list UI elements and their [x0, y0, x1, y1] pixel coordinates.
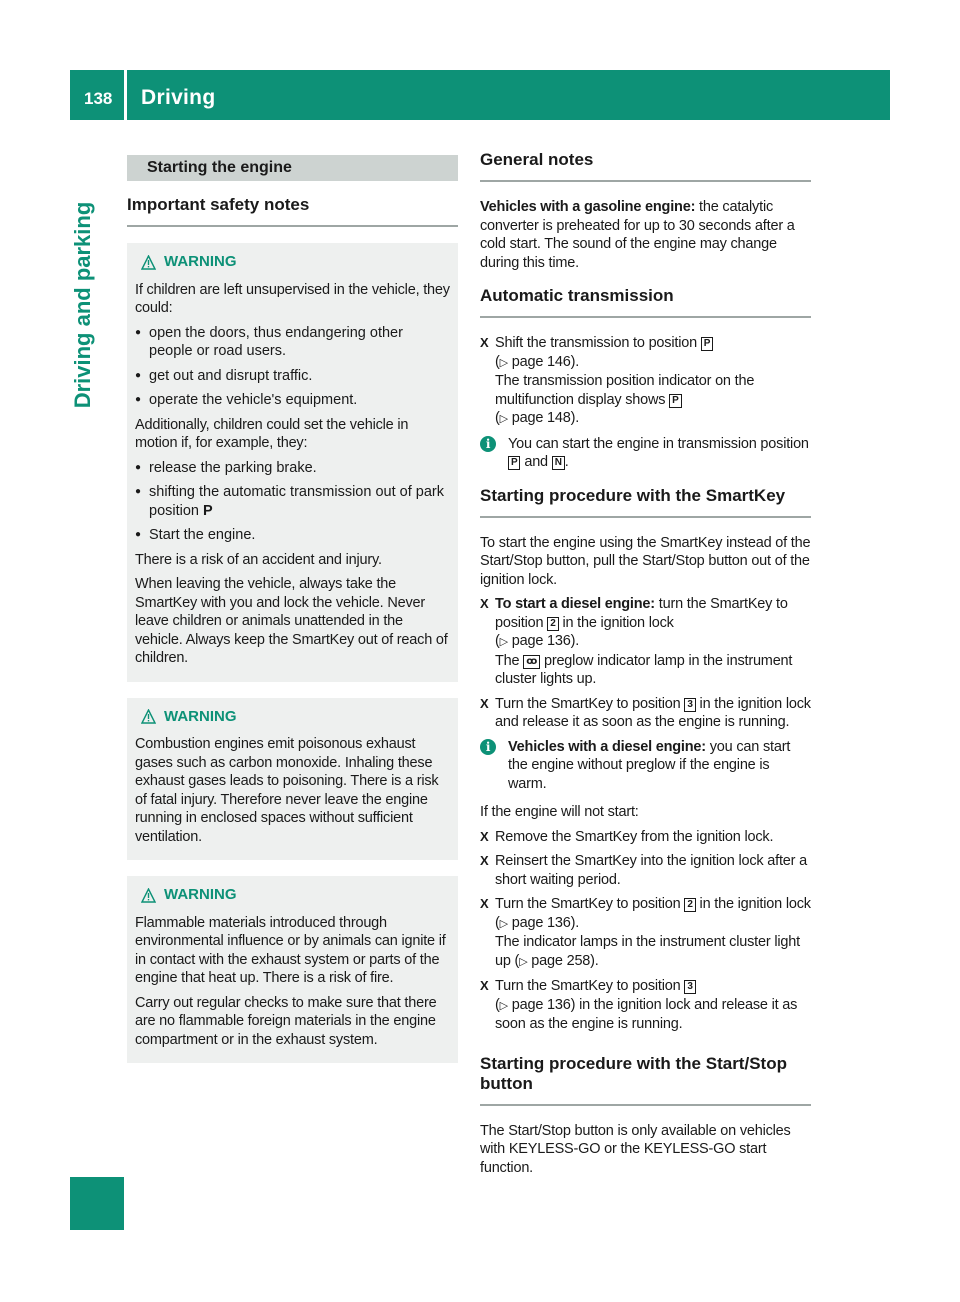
warning-text: Flammable materials introduced through environmental influence or by animals can ignite if in contact with the exhaust system or parts of the engine that heat up. There is a risk of fire. [135, 914, 446, 986]
page-ref-arrow-icon: ▷ [499, 917, 508, 930]
warning-header: WARNING [135, 253, 450, 272]
list-item: ● open the doors, thus endangering other people or road users. [135, 324, 450, 361]
warning-text: Combustion engines emit poisonous exhaust gases such as carbon monoxide. Inhaling these exhaust gases leads to poisoning. There is a risk of fatal injury. Therefore never leave the engine running in enclosed spaces without sufficient ventilation. [135, 736, 439, 845]
instruction-step: X To start a diesel engine: turn the SmartKey to position 2 in the ignition lock (▷ page 136). The ꝏ preglow indicator lamp in the instrument cluster lights up. [480, 595, 811, 689]
heading-automatic-transmission: Automatic transmission [480, 286, 811, 318]
page-ref-arrow-icon: ▷ [499, 636, 508, 648]
info-note: i You can start the engine in transmission position P and N . [480, 435, 811, 472]
paragraph: Vehicles with a gasoline engine: the catalytic converter is preheated for up to 30 seconds after a cold start. The sound of the engine may change during this time. [480, 199, 795, 271]
bullet-list [135, 324, 450, 410]
side-tab-label: Driving and parking [70, 201, 95, 409]
heading-safety-notes: Important safety notes [127, 195, 458, 227]
page-ref-arrow-icon: ▷ [519, 955, 528, 968]
warning-box-children [127, 243, 458, 682]
warning-text: If children are left unsupervised in the vehicle, they could: [135, 281, 450, 316]
warning-icon [141, 709, 156, 724]
position-2-symbol: 2 [684, 898, 695, 912]
warning-header: WARNING [135, 886, 450, 905]
position-3-symbol: 3 [684, 980, 695, 994]
heading-smartkey: Starting procedure with the SmartKey [480, 486, 811, 518]
preglow-icon: ꝏ [523, 655, 540, 669]
paragraph: The Start/Stop button is only available on vehicles with KEYLESS-GO or the KEYLESS-GO start function. [480, 1122, 791, 1176]
list-item: ● get out and disrupt traffic. [135, 367, 450, 386]
info-icon: i [480, 436, 496, 452]
warning-text: There is a risk of an accident and injury. [135, 551, 382, 568]
warning-box-fire [127, 876, 458, 1063]
header-divider [124, 70, 127, 120]
instruction-step: X Remove the SmartKey from the ignition lock. [480, 828, 811, 847]
left-column [127, 155, 458, 1079]
warning-icon [141, 255, 156, 270]
info-note: i Vehicles with a diesel engine: you can start the engine without preglow if the engine is warm. [480, 738, 811, 794]
side-block [70, 1177, 124, 1230]
position-p-symbol: P [669, 394, 681, 408]
position-p-symbol: P [701, 337, 713, 351]
position-n-symbol: N [552, 456, 565, 470]
list-item: ● operate the vehicle's equipment. [135, 391, 450, 410]
right-column [480, 150, 811, 1183]
instruction-step: X Shift the transmission to position P (▷ page 146). The transmission position indicator on the multifunction display shows P (▷ page 148). [480, 334, 811, 429]
page-ref-arrow-icon: ▷ [499, 356, 508, 369]
page-title: Driving [141, 86, 216, 109]
instruction-step: X Turn the SmartKey to position 2 in the ignition lock (▷ page 136). The indicator lamps in the instrument cluster light up (▷ page 258). [480, 895, 811, 971]
page-ref-arrow-icon: ▷ [499, 999, 508, 1012]
page-number: 138 [84, 89, 113, 108]
list-item: ● Start the engine. [135, 526, 450, 545]
instruction-step: X Turn the SmartKey to position 3 (▷ page 136) in the ignition lock and release it as soon as the engine is running. [480, 977, 811, 1034]
position-3-symbol: 3 [684, 698, 695, 712]
paragraph: To start the engine using the SmartKey instead of the Start/Stop button, pull the Start/Stop button out of the ignition lock. [480, 534, 811, 588]
list-item: ● shifting the automatic transmission out of park position P [135, 483, 450, 520]
position-2-symbol: 2 [547, 617, 558, 631]
warning-header: WARNING [135, 708, 450, 727]
page-ref-arrow-icon: ▷ [499, 413, 508, 425]
position-p-symbol: P [508, 456, 520, 470]
instruction-step: X Turn the SmartKey to position 3 in the ignition lock and release it as soon as the engine is running. [480, 695, 811, 732]
instruction-step: X Reinsert the SmartKey into the ignition lock after a short waiting period. [480, 852, 811, 889]
warning-box-exhaust [127, 698, 458, 861]
warning-text: When leaving the vehicle, always take the SmartKey with you and lock the vehicle. Never leave children or animals unattended in the vehicle. Always keep the SmartKey out of reach of children. [135, 576, 448, 666]
warning-icon [141, 888, 156, 903]
heading-start-stop: Starting procedure with the Start/Stop button [480, 1054, 811, 1106]
heading-general-notes: General notes [480, 150, 811, 182]
warning-text: Carry out regular checks to make sure that there are no flammable foreign materials in the engine compartment or in the exhaust system. [135, 994, 437, 1048]
section-title: Starting the engine [127, 155, 458, 181]
paragraph: If the engine will not start: [480, 804, 639, 820]
warning-text: Additionally, children could set the vehicle in motion if, for example, they: [135, 416, 409, 451]
list-item: ● release the parking brake. [135, 459, 450, 478]
info-icon: i [480, 739, 496, 755]
bullet-list [135, 459, 450, 545]
